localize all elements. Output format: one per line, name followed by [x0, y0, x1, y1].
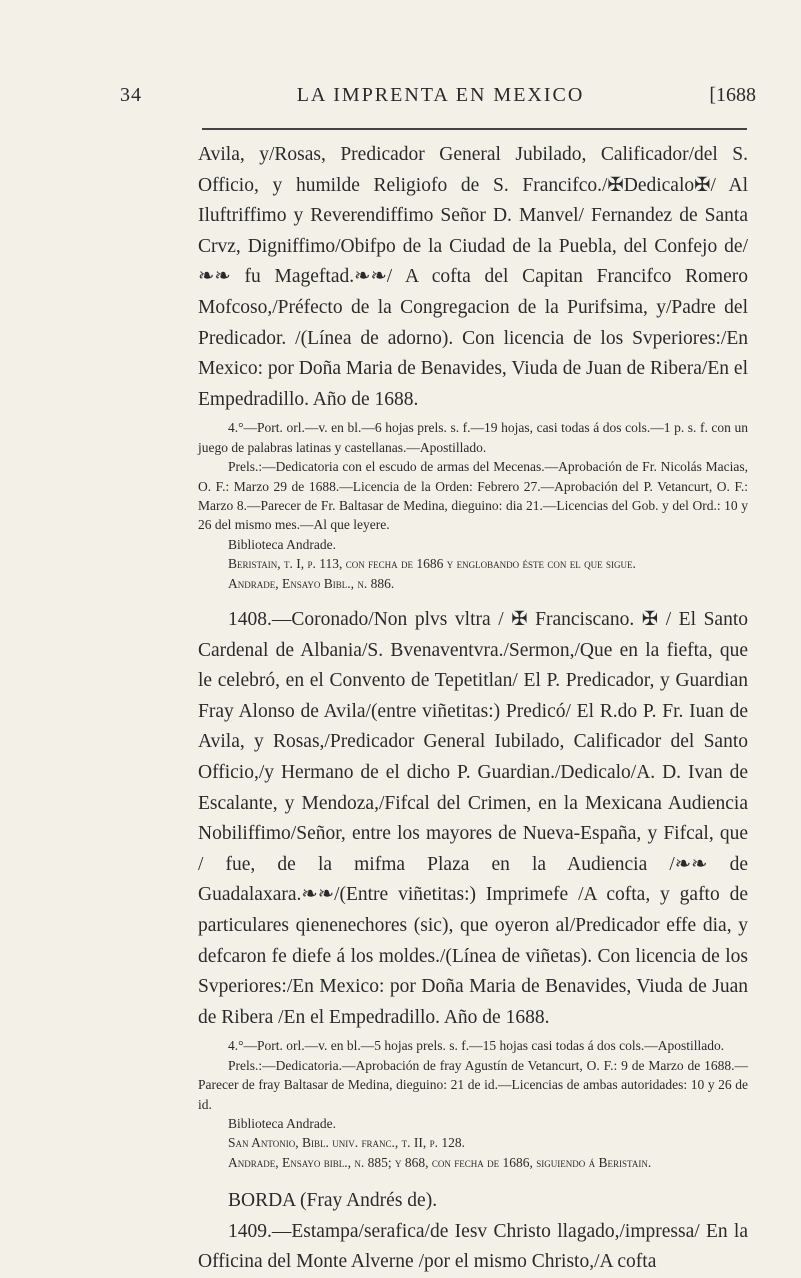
entry-1407-note-library: Biblioteca Andrade.	[228, 536, 336, 552]
header-rule	[202, 128, 747, 130]
entry-1408-note-ref-andrade: Andrade, Ensayo bibl., n. 885; y 868, con fecha de 1686, siguiendo á Beristain.	[228, 1154, 652, 1170]
entry-1408-note-library: Biblioteca Andrade.	[228, 1115, 336, 1131]
entry-1408-note-physical: 4.°—Port. orl.—v. en bl.—5 hojas prels. s. f.—15 hojas casi todas á dos cols.—Apostillado.	[228, 1038, 725, 1054]
entry-1407-note-ref-andrade: Andrade, Ensayo Bibl., n. 886.	[228, 575, 395, 591]
bibliography-text	[198, 140, 748, 1278]
entry-1407-note-prels: Prels.:—Dedicatoria con el escudo de armas del Mecenas.—Aprobación de Fr. Nicolás Macias, O. F.: Marzo 29 de 1688.—Licencia de la Orden: Febrero 27.—Aprobación del P. Vetancurt, O. F.: Marzo 8.—Parecer de Fr. Baltasar de Medina, dieguino: dia 21.—Licencias del Gob. y del Ord.: 10 y 26 del mismo mes.—Al que leyere.	[198, 459, 748, 533]
entry-1407-note-ref-beristain: Beristain, t. I, p. 113, con fecha de 1686 y englobando éste con el que sigue.	[228, 556, 636, 572]
author-heading: BORDA (Fray Andrés de).	[228, 1190, 438, 1212]
running-title: LA IMPRENTA EN MEXICO	[296, 84, 585, 106]
entry-1407-description: Avila, y/Rosas, Predicador General Jubilado, Calificador/del S. Officio, y humilde Religiofo de S. Francifco./✠Dedicalo✠/ Al Iluftriffimo y Reverendiffimo Señor D. Manvel/ Fernandez de Santa Crvz, Digniffimo/Obifpo de la Ciudad de la Puebla, del Confejo de/❧❧ fu Mageftad.❧❧/ A cofta del Capitan Francifco Romero Mofcoso,/Préfecto de la Congregacion de la Purifsima, y/Padre del Predicador. /(Línea de adorno). Con licencia de los Svperiores:/En Mexico: por Doña Maria de Benavides, Viuda de Juan de Ribera/En el Empedradillo. Año de 1688.	[198, 144, 748, 410]
entry-1409-description: 1409.—Estampa/serafica/de Iesv Christo llagado,/impressa/ En la Officina del Monte Alverne /por el mismo Christo,/A cofta	[198, 1220, 748, 1273]
entry-1408-description: 1408.—Coronado/Non plvs vltra / ✠ Franciscano. ✠ / El Santo Cardenal de Albania/S. Bvenaventvra./Sermon,/Que en la fiefta, que le celebró, en el Convento de Tepetitlan/ El P. Predicador, y Guardian Fray Alonso de Avila/(entre viñetitas:) Predicó/ El R.do P. Fr. Iuan de Avila, y Rosas,/Predicador General Iubilado, Calificador del Santo Officio,/y Hermano de el dicho P. Guardian./Dedicalo/A. D. Ivan de Escalante, y Mendoza,/Fifcal del Crimen, en la Mexicana Audiencia Nobiliffimo/Señor, entre los mayores de Nueva-España, y Fifcal, que / fue, de la mifma Plaza en la Audiencia /❧❧ de Guadalaxara.❧❧/(Entre viñetitas:) Imprimefe /A cofta, y gafto de particulares qienenechores (sic), que oyeron al/Predicador effe dia, y defcaron fe diefe á los moldes./(Línea de viñetas). Con licencia de los Svperiores:/En Mexico: por Doña Maria de Benavides, Viuda de Juan de Ribera /En el Empedradillo. Año de 1688.	[198, 609, 748, 1028]
entry-1408-note-prels: Prels.:—Dedicatoria.—Aprobación de fray Agustín de Vetancurt, O. F.: 9 de Marzo de 1688.—Parecer de fray Baltasar de Medina, dieguino: 21 de id.—Licencias de ambas autoridades: 10 y 26 de id.	[198, 1057, 748, 1112]
entry-1407-note-physical: 4.°—Port. orl.—v. en bl.—6 hojas prels. s. f.—19 hojas, casi todas á dos cols.—1 p. s. f. con un juego de palabras latinas y castellanas.—Apostillado.	[198, 420, 748, 455]
page-number: 34	[120, 84, 142, 106]
running-header	[120, 84, 761, 114]
running-year: [1688	[709, 84, 756, 106]
entry-1408-note-ref-sanantonio: San Antonio, Bibl. univ. franc., t. II, p. 128.	[228, 1135, 465, 1151]
